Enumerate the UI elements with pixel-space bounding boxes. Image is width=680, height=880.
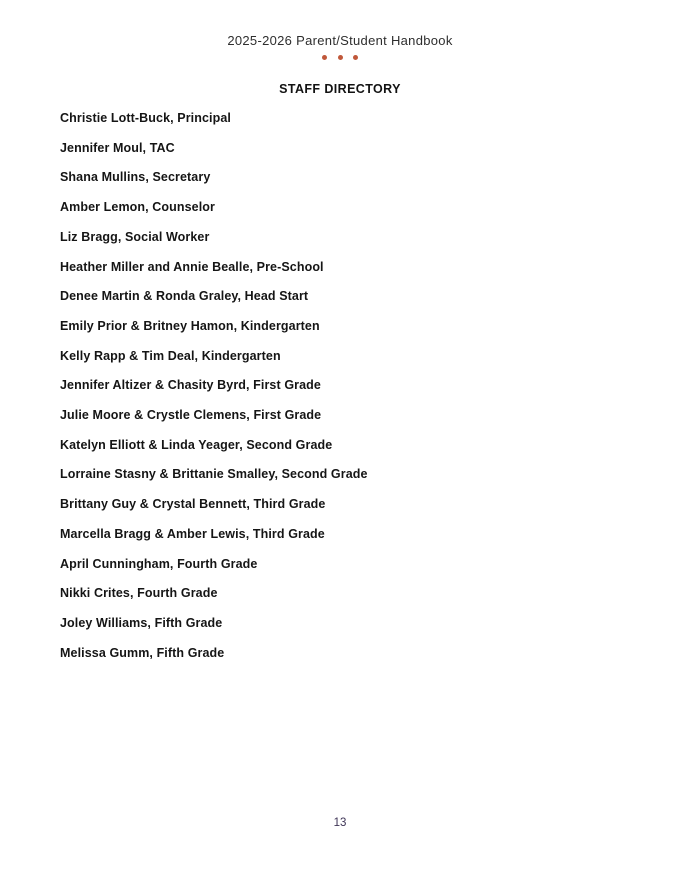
staff-entry: Brittany Guy & Crystal Bennett, Third Grade xyxy=(60,497,326,512)
page-number: 13 xyxy=(333,817,347,829)
staff-entry: Shana Mullins, Secretary xyxy=(60,170,211,185)
header-title: 2025-2026 Parent/Student Handbook xyxy=(227,33,453,48)
staff-entry: Liz Bragg, Social Worker xyxy=(60,229,210,244)
staff-list xyxy=(60,104,640,668)
staff-entry: April Cunningham, Fourth Grade xyxy=(60,556,258,571)
staff-entry: Heather Miller and Annie Bealle, Pre-School xyxy=(60,259,324,274)
staff-entry: Joley Williams, Fifth Grade xyxy=(60,615,223,630)
staff-entry: Jennifer Moul, TAC xyxy=(60,140,175,155)
staff-entry: Jennifer Altizer & Chasity Byrd, First Grade xyxy=(60,378,321,393)
staff-entry: Denee Martin & Ronda Graley, Head Start xyxy=(60,289,309,304)
staff-entry: Emily Prior & Britney Hamon, Kindergarten xyxy=(60,318,320,333)
staff-entry: Melissa Gumm, Fifth Grade xyxy=(60,645,225,660)
staff-entry: Lorraine Stasny & Brittanie Smalley, Second Grade xyxy=(60,467,368,482)
staff-entry: Marcella Bragg & Amber Lewis, Third Grade xyxy=(60,526,325,541)
section-title: STAFF DIRECTORY xyxy=(279,82,401,96)
page-footer xyxy=(0,813,680,831)
document-header xyxy=(0,32,680,50)
staff-entry: Amber Lemon, Counselor xyxy=(60,200,215,215)
staff-entry: Katelyn Elliott & Linda Yeager, Second Grade xyxy=(60,437,333,452)
divider-dot-icon xyxy=(338,55,343,60)
divider-dot-icon xyxy=(353,55,358,60)
staff-entry: Christie Lott-Buck, Principal xyxy=(60,111,231,125)
staff-entry: Kelly Rapp & Tim Deal, Kindergarten xyxy=(60,348,281,363)
divider-dot-icon xyxy=(322,55,327,60)
staff-entry: Julie Moore & Crystle Clemens, First Grade xyxy=(60,408,322,423)
divider-dots xyxy=(0,54,680,62)
staff-entry: Nikki Crites, Fourth Grade xyxy=(60,586,218,601)
